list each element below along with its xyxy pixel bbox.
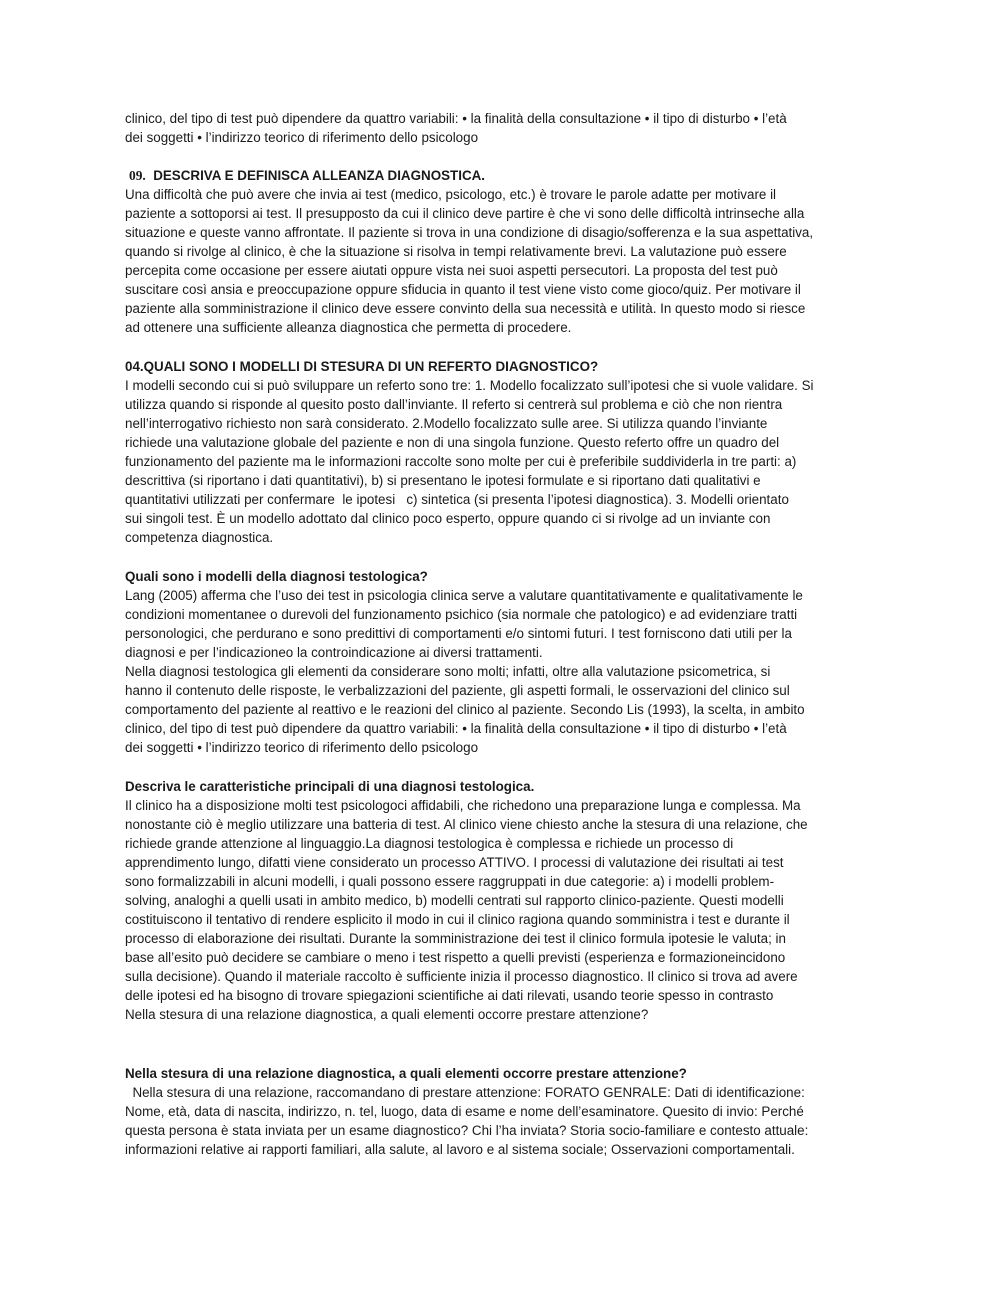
- paragraph-line: nonostante ciò è meglio utilizzare una batteria di test. Al clinico viene chiesto anche la stesura di una relazione, che: [125, 817, 808, 832]
- paragraph-line: Lang (2005) afferma che l’uso dei test in psicologia clinica serve a valutare quantitativamente e qualitativamente le: [125, 588, 803, 603]
- paragraph-line: quando si rivolge al clinico, è che la situazione si risolva in tempi relativamente brevi. La valutazione può essere: [125, 244, 787, 259]
- paragraph-line: hanno il contenuto delle risposte, le verbalizzazioni del paziente, gli aspetti formali, le osservazioni del clinico sul: [125, 683, 790, 698]
- section-heading-alleanza: [129, 166, 485, 185]
- paragraph-line: percepita come occasione per essere aiutati oppure vista nei suoi aspetti persecutori. La proposta del test può: [125, 263, 778, 278]
- section-heading-modelli-diagnosi: Quali sono i modelli della diagnosi testologica?: [125, 569, 428, 584]
- section-heading-caratteristiche: Descriva le caratteristiche principali di una diagnosi testologica.: [125, 779, 535, 794]
- paragraph-line: comportamento del paziente al reattivo e le reazioni del clinico al paziente. Secondo Lis (1993), la scelta, in ambito: [125, 702, 805, 717]
- paragraph-line: descrittiva (si riportano i dati quantitativi), b) si presentano le ipotesi formulate e si riportano dati qualitativi e: [125, 473, 761, 488]
- paragraph-line: base all’esito può decidere se cambiare o meno i test rispetto a quelli previsti (esperienza e formazioneincidono: [125, 950, 786, 965]
- paragraph-line: funzionamento del paziente ma le informazioni raccolte sono molte per cui è preferibile suddividerla in tre parti: a): [125, 454, 797, 469]
- paragraph-line: suscitare così ansia e preoccupazione oppure sfiducia in quanto il test viene visto come gioco/quiz. Per motivare il: [125, 282, 801, 297]
- paragraph-line: apprendimento lungo, difatti viene considerato un processo ATTIVO. I processi di valutazione dei risultati ai test: [125, 855, 784, 870]
- paragraph-line: situazione e queste vanno affrontate. Il paziente si trova in una condizione di disagio/sofferenza e la sua aspettativa,: [125, 225, 814, 240]
- paragraph-line: condizioni momentanee o durevoli del funzionamento psichico (sia normale che patologico) e ad evidenziare tratti: [125, 607, 798, 622]
- paragraph-line: I modelli secondo cui si può sviluppare un referto sono tre: 1. Modello focalizzato sull’ipotesi che si vuole validare. Si: [125, 378, 814, 393]
- section-number: 09.: [129, 168, 146, 183]
- paragraph-line: Nella stesura di una relazione, raccomandano di prestare attenzione: FORATO GENRALE: Dati di identificazione:: [125, 1085, 805, 1100]
- paragraph-line: processo di elaborazione dei risultati. Durante la somministrazione dei test il clinico formula ipotesie le valuta; in: [125, 931, 786, 946]
- paragraph-line: Nella diagnosi testologica gli elementi da considerare sono molti; infatti, oltre alla valutazione psicometrica, si: [125, 664, 771, 679]
- paragraph-line: sulla decisione). Quando il materiale raccolto è sufficiente inizia il processo diagnostico. Il clinico si trova ad avere: [125, 969, 798, 984]
- paragraph-line: paziente alla somministrazione il clinico deve essere convinto della sua necessità e utilità. In questo modo si riesce: [125, 301, 806, 316]
- paragraph-line: Una difficoltà che può avere che invia ai test (medico, psicologo, etc.) è trovare le parole adatte per motivare il: [125, 187, 777, 202]
- paragraph-line: diagnosi e per l’indicazioneo la controindicazione ai diversi trattamenti.: [125, 645, 543, 660]
- paragraph-line: richiede grande attenzione al linguaggio.La diagnosi testologica è complessa e richiede un processo di: [125, 836, 734, 851]
- paragraph-line: delle ipotesi ed ha bisogno di trovare spiegazioni scientifiche ai dati rilevati, usando teorie spesso in contrasto: [125, 988, 774, 1003]
- paragraph-line: costituiscono il tentativo di rendere esplicito il modo in cui il clinico ragiona quando somministra i test e durante il: [125, 912, 790, 927]
- paragraph-line: nell’interrogativo richiesto non sarà considerato. 2.Modello focalizzato sulle aree. Si utilizza quando l’inviante: [125, 416, 768, 431]
- paragraph-line: ad ottenere una sufficiente alleanza diagnostica che permetta di procedere.: [125, 320, 572, 335]
- paragraph-line: solving, analoghi a quelli usati in ambito medico, b) modelli centrati sul rapporto clinico-paziente. Questi modelli: [125, 893, 784, 908]
- paragraph-line: quantitativi utilizzati per confermare le ipotesi c) sintetica (si presenta l’ipotesi diagnostica). 3. Modelli orientato: [125, 492, 789, 507]
- paragraph-line: Nella stesura di una relazione diagnostica, a quali elementi occorre prestare attenzione?: [125, 1007, 649, 1022]
- paragraph-line: paziente a sottoporsi ai test. Il presupposto da cui il clinico deve partire è che vi sono delle difficoltà intrinseche alla: [125, 206, 805, 221]
- paragraph-line: Nome, età, data di nascita, indirizzo, n. tel, luogo, data di esame e nome dell’esaminatore. Quesito di invio: Perché: [125, 1104, 804, 1119]
- paragraph-line: dei soggetti • l’indirizzo teorico di riferimento dello psicologo: [125, 130, 479, 145]
- paragraph-line: clinico, del tipo di test può dipendere da quattro variabili: • la finalità della consultazione • il tipo di disturbo • l’età: [125, 111, 787, 126]
- section-heading-relazione: Nella stesura di una relazione diagnostica, a quali elementi occorre prestare attenzione?: [125, 1066, 687, 1081]
- paragraph-line: personologici, che perdurano e sono predittivi di comportamenti e/o sintomi futuri. I test forniscono dati utili per la: [125, 626, 792, 641]
- section-heading-referto: 04.QUALI SONO I MODELLI DI STESURA DI UN REFERTO DIAGNOSTICO?: [125, 359, 599, 374]
- paragraph-line: utilizza quando si risponde al quesito posto dall’inviante. Il referto si centrerà sul problema e ciò che non rientra: [125, 397, 783, 412]
- paragraph-line: clinico, del tipo di test può dipendere da quattro variabili: • la finalità della consultazione • il tipo di disturbo • l’età: [125, 721, 787, 736]
- paragraph-line: richiede una valutazione globale del paziente e non di una singola funzione. Questo referto offre un quadro del: [125, 435, 780, 450]
- paragraph-line: dei soggetti • l’indirizzo teorico di riferimento dello psicologo: [125, 740, 479, 755]
- paragraph-line: Il clinico ha a disposizione molti test psicologoci affidabili, che richedono una preparazione lunga e complessa. Ma: [125, 798, 801, 813]
- paragraph-line: questa persona è stata inviata per un esame diagnostico? Chi l’ha inviata? Storia socio-familiare e contesto attuale:: [125, 1123, 809, 1138]
- paragraph-line: competenza diagnostica.: [125, 530, 274, 545]
- paragraph-line: sui singoli test. È un modello adottato dal clinico poco esperto, oppure quando ci si rivolge ad un inviante con: [125, 511, 771, 526]
- paragraph-line: informazioni relative ai rapporti familiari, alla salute, al lavoro e al sistema sociale; Osservazioni comportamentali.: [125, 1142, 795, 1157]
- section-title: DESCRIVA E DEFINISCA ALLEANZA DIAGNOSTICA.: [153, 168, 485, 183]
- paragraph-line: sono formalizzabili in alcuni modelli, i quali possono essere raggruppati in due categorie: a) i modelli problem-: [125, 874, 775, 889]
